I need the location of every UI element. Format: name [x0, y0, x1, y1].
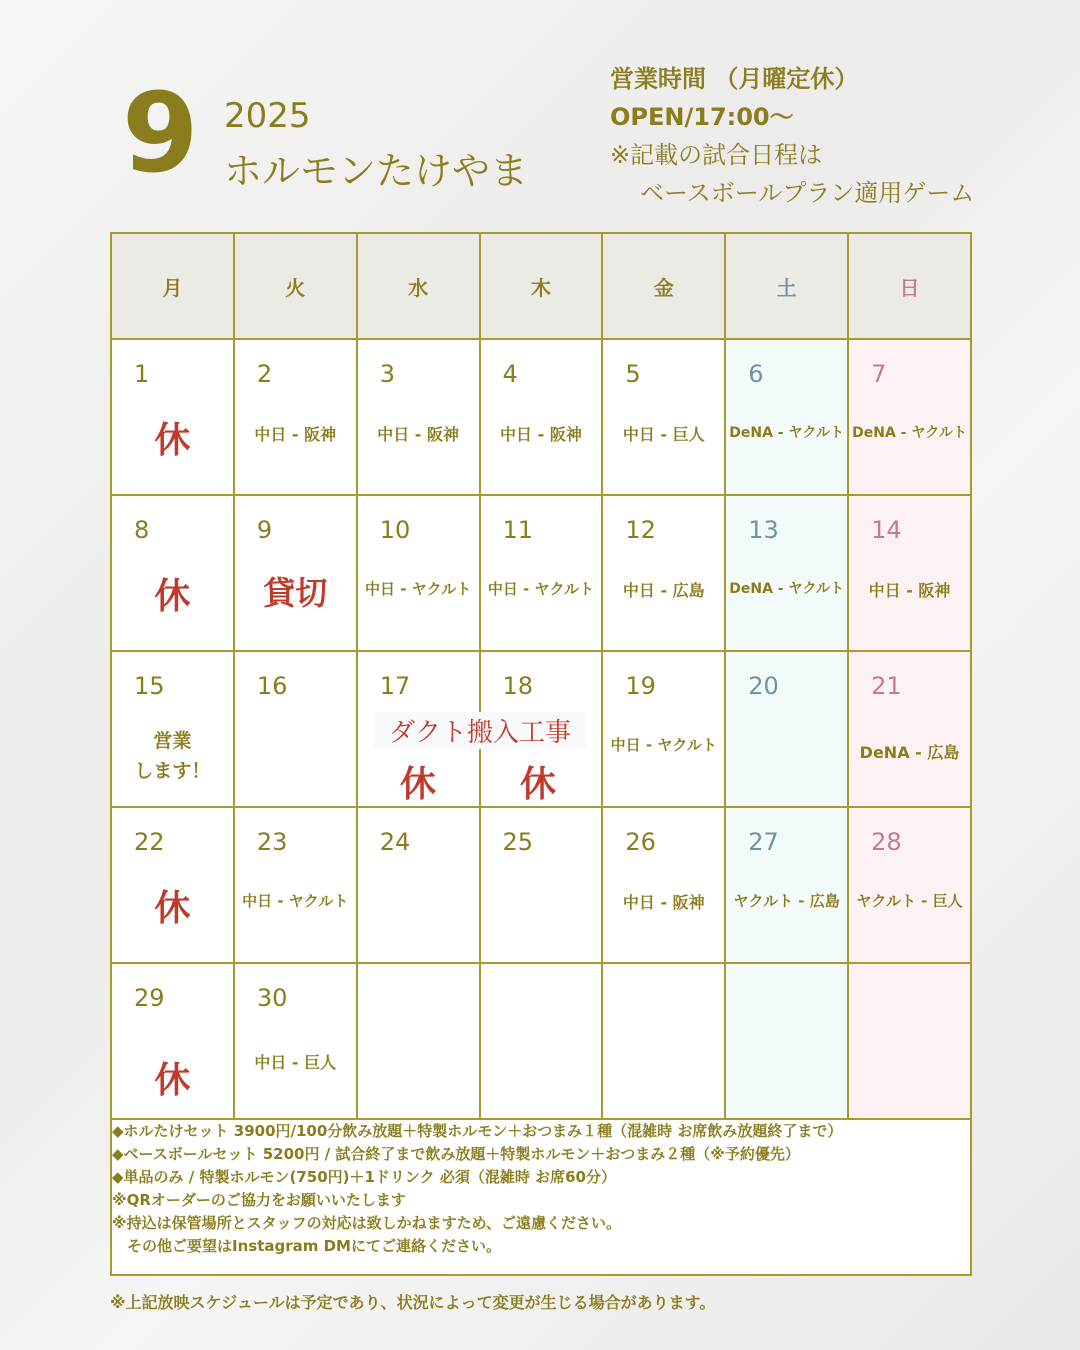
- closed-label: 休: [154, 1060, 191, 1101]
- weekday-thu: 木: [480, 233, 603, 339]
- day-number: 26: [625, 828, 656, 856]
- reserved-label: 貸切: [263, 574, 328, 612]
- day-number: 18: [502, 672, 534, 700]
- closed-label: 休: [154, 576, 191, 617]
- shop-name: ホルモンたけやま: [224, 149, 529, 193]
- day-cell: [234, 651, 357, 807]
- day-number: 13: [748, 516, 779, 544]
- day-cell: [480, 963, 603, 1119]
- day-cell: [357, 807, 480, 963]
- closed-label: 休: [154, 420, 191, 461]
- game-label: 中日 - 阪神: [254, 425, 337, 444]
- day-number: 22: [134, 828, 165, 856]
- week-row: [111, 807, 971, 963]
- day-cell: [234, 339, 357, 495]
- day-cell: [848, 339, 971, 495]
- game-label: DeNA - ヤクルト: [729, 425, 845, 441]
- game-label: ヤクルト - 巨人: [856, 892, 963, 910]
- closed-label-17: 休: [400, 764, 437, 805]
- day-number: 6: [748, 360, 764, 388]
- month-number: 9: [122, 69, 199, 197]
- game-label: DeNA - ヤクルト: [729, 581, 845, 597]
- day-cell: [234, 963, 357, 1119]
- day-cell: [111, 807, 234, 963]
- day-number: 24: [379, 828, 411, 856]
- day-number: 8: [134, 516, 150, 544]
- day-number: 12: [625, 516, 656, 544]
- day-cell: [111, 339, 234, 495]
- day-number: 14: [871, 516, 902, 544]
- weekday-header-row: [111, 233, 971, 339]
- schedule-note-line1: ※記載の試合日程は: [610, 141, 823, 169]
- day-number: 25: [502, 828, 534, 856]
- day-number: 20: [748, 672, 779, 700]
- game-label: 中日 - 巨人: [622, 425, 705, 444]
- weekday-fri: 金: [602, 233, 725, 339]
- year-label: 2025: [224, 96, 311, 136]
- day-number: 9: [256, 516, 273, 544]
- closed-label: 休: [154, 888, 191, 929]
- weekday-sat: 土: [725, 233, 848, 339]
- day-number: 28: [871, 828, 902, 856]
- day-cell: [848, 495, 971, 651]
- day-number: 1: [134, 360, 150, 388]
- open-label-line1: 営業: [153, 730, 192, 752]
- day-cell: [111, 495, 234, 651]
- footnote: ※上記放映スケジュールは予定であり、状況によって変更が生じる場合があります。: [110, 1293, 716, 1312]
- day-number: 21: [871, 672, 902, 700]
- day-cell: [357, 495, 480, 651]
- note-line: その他ご要望はInstagram DMにてご連絡ください。: [112, 1237, 501, 1255]
- day-cell: [602, 651, 725, 807]
- day-number: 27: [748, 828, 779, 856]
- week-row: [111, 339, 971, 495]
- day-number: 15: [134, 672, 165, 700]
- day-cell: [602, 495, 725, 651]
- day-cell: [234, 495, 357, 651]
- day-number: 5: [625, 360, 641, 388]
- game-label: 中日 - ヤクルト: [487, 580, 595, 598]
- day-cell: [357, 339, 480, 495]
- day-cell: [848, 651, 971, 807]
- weekday-tue: 火: [234, 233, 357, 339]
- day-cell: [602, 807, 725, 963]
- game-label: ヤクルト - 広島: [733, 892, 840, 910]
- day-cell: [234, 807, 357, 963]
- notes-row: [111, 1119, 971, 1275]
- game-label: 中日 - 阪神: [500, 425, 582, 444]
- schedule-note-line2: ベースボールプラン適用ゲーム: [640, 179, 975, 207]
- day-number: 16: [256, 672, 288, 700]
- closed-label-18: 休: [520, 764, 557, 805]
- day-cell: [480, 339, 603, 495]
- day-cell: [480, 807, 603, 963]
- day-cell: [725, 807, 848, 963]
- day-number: 23: [256, 828, 288, 856]
- calendar-table: [110, 232, 972, 1276]
- note-line: ◆ホルたけセット 3900円/100分飲み放題＋特製ホルモン＋おつまみ１種（混雑時 お席飲み放題終了まで）: [112, 1122, 843, 1140]
- week-row: [111, 963, 971, 1119]
- day-number: 29: [134, 984, 165, 1012]
- weekday-mon: 月: [111, 233, 234, 339]
- weekday-sun: 日: [848, 233, 971, 339]
- day-cell: [111, 651, 234, 807]
- day-cell: [848, 963, 971, 1119]
- day-number: 17: [379, 672, 411, 700]
- day-cell: [725, 495, 848, 651]
- day-number: 11: [502, 516, 534, 544]
- day-number: 2: [256, 360, 273, 388]
- day-number: 3: [379, 360, 395, 388]
- day-cell: [725, 651, 848, 807]
- day-number: 19: [625, 672, 656, 700]
- duct-construction-label: ダクト搬入工事: [373, 712, 587, 749]
- note-line: ◆ベースボールセット 5200円 / 試合終了まで飲み放題＋特製ホルモン＋おつまみ２種（※予約優先）: [112, 1145, 800, 1163]
- day-number: 7: [871, 360, 887, 388]
- day-cell: [357, 963, 480, 1119]
- game-label: DeNA - ヤクルト: [852, 425, 967, 441]
- week-row: [111, 495, 971, 651]
- note-line: ※持込は保管場所とスタッフの対応は致しかねますため、ご遠慮ください。: [112, 1214, 621, 1232]
- notes-cell: [111, 1119, 971, 1275]
- game-label: 中日 - ヤクルト: [242, 892, 349, 910]
- day-cell: [848, 807, 971, 963]
- hours-title: 営業時間 （月曜定休）: [610, 65, 859, 93]
- game-label: 中日 - ヤクルト: [364, 580, 472, 598]
- game-label: 中日 - 阪神: [868, 581, 951, 600]
- day-cell: [602, 963, 725, 1119]
- weekday-wed: 水: [357, 233, 480, 339]
- day-cell: [111, 963, 234, 1119]
- game-label: 中日 - ヤクルト: [610, 736, 717, 754]
- open-label: [112, 726, 233, 786]
- day-number: 4: [502, 360, 518, 388]
- day-number: 30: [256, 984, 288, 1012]
- day-cell: [725, 963, 848, 1119]
- day-cell: [725, 339, 848, 495]
- open-label-line2: します！: [134, 760, 211, 782]
- game-label: DeNA - 広島: [859, 743, 960, 762]
- day-cell: [602, 339, 725, 495]
- hours-open: OPEN/17:00～: [610, 103, 794, 131]
- day-number: 10: [379, 516, 411, 544]
- day-cell: [480, 495, 603, 651]
- game-label: 中日 - 広島: [622, 581, 705, 600]
- game-label: 中日 - 阪神: [377, 425, 459, 444]
- note-line: ※QRオーダーのご協力をお願いいたします: [112, 1191, 406, 1209]
- note-line: ◆単品のみ / 特製ホルモン(750円)＋1ドリンク 必須（混雑時 お席60分）: [112, 1168, 616, 1186]
- business-hours: [610, 60, 974, 212]
- game-label: 中日 - 阪神: [622, 893, 705, 912]
- game-label: 中日 - 巨人: [254, 1053, 337, 1072]
